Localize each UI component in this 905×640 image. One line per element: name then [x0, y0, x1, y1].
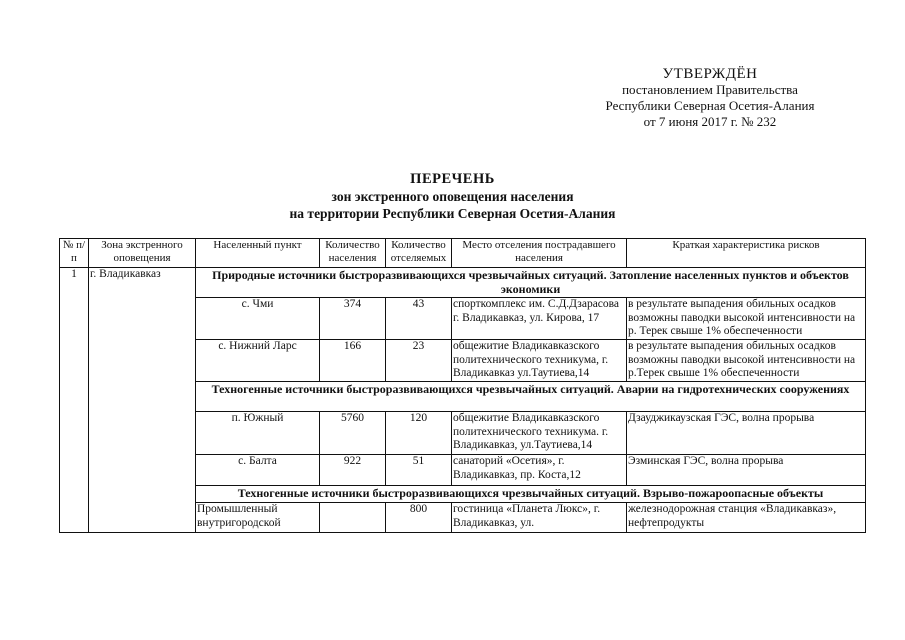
- header-num: № п/п: [60, 239, 89, 268]
- approval-block: [560, 66, 860, 130]
- evacuated-cell: 800: [386, 503, 452, 533]
- settlement-cell: Промышленный внутригородской: [196, 503, 320, 533]
- population-cell: 5760: [320, 412, 386, 455]
- header-risk: Краткая характеристика рисков: [627, 239, 866, 268]
- header-evacuated: Количество отселяемых: [386, 239, 452, 268]
- section-row: [60, 268, 866, 298]
- population-cell: 922: [320, 455, 386, 486]
- population-cell: [320, 503, 386, 533]
- settlement-cell: с. Нижний Ларс: [196, 340, 320, 382]
- population-cell: 374: [320, 298, 386, 340]
- approval-heading: УТВЕРЖДЁН: [662, 66, 758, 82]
- place-cell: гостиница «Планета Люкс», г. Владикавказ, ул.: [452, 503, 627, 533]
- risk-cell: в результате выпадения обильных осадков возможны паводки высокой интенсивности на р.Терек свыше 1% обеспеченности: [627, 340, 866, 382]
- zones-table: [59, 238, 866, 533]
- place-cell: общежитие Владикавказского политехнического техникума. г. Владикавказ, ул.Таутиева,14: [452, 412, 627, 455]
- evacuated-cell: 43: [386, 298, 452, 340]
- header-place: Место отселения пострадавшего населения: [452, 239, 627, 268]
- evacuated-cell: 51: [386, 455, 452, 486]
- settlement-cell: с. Балта: [196, 455, 320, 486]
- settlement-cell: с. Чми: [196, 298, 320, 340]
- place-cell: санаторий «Осетия», г. Владикавказ, пр. Коста,12: [452, 455, 627, 486]
- title-line-3: на территории Республики Северная Осетия-Алания: [289, 206, 616, 221]
- header-population: Количество населения: [320, 239, 386, 268]
- risk-cell: в результате выпадения обильных осадков возможны паводки высокой интенсивности на р. Терек свыше 1% обеспеченности: [627, 298, 866, 340]
- place-cell: общежитие Владикавказского политехнического техникума, г. Владикавказ ул.Таутиева,14: [452, 340, 627, 382]
- population-cell: 166: [320, 340, 386, 382]
- risk-cell: Эзминская ГЭС, волна прорыва: [627, 455, 866, 486]
- section-title: Техногенные источники быстроразвивающихся чрезвычайных ситуаций. Аварии на гидротехнических сооружениях: [196, 382, 866, 412]
- title-line-2: зон экстренного оповещения населения: [331, 189, 574, 204]
- risk-cell: железнодорожная станция «Владикавказ», нефтепродукты: [627, 503, 866, 533]
- header-settlement: Населенный пункт: [196, 239, 320, 268]
- section-title: Техногенные источники быстроразвивающихся чрезвычайных ситуаций. Взрыво-пожароопасные объекты: [196, 486, 866, 503]
- section-title: Природные источники быстроразвивающихся чрезвычайных ситуаций. Затопление населенных пунктов и объектов экономики: [196, 268, 866, 298]
- header-zone: Зона экстренного оповещения: [89, 239, 196, 268]
- zone-name: г. Владикавказ: [89, 268, 196, 533]
- row-number: 1: [60, 268, 89, 533]
- risk-cell: Дзауджикаузская ГЭС, волна прорыва: [627, 412, 866, 455]
- settlement-cell: п. Южный: [196, 412, 320, 455]
- approval-line-3: от 7 июня 2017 г. № 232: [643, 114, 777, 129]
- approval-line-1: постановлением Правительства: [622, 82, 798, 97]
- document-title: [0, 171, 905, 222]
- evacuated-cell: 23: [386, 340, 452, 382]
- evacuated-cell: 120: [386, 412, 452, 455]
- table-header-row: [60, 239, 866, 268]
- place-cell: спорткомплекс им. С.Д.Дзарасова г. Владикавказ, ул. Кирова, 17: [452, 298, 627, 340]
- title-line-1: ПЕРЕЧЕНЬ: [410, 171, 495, 187]
- approval-line-2: Республики Северная Осетия-Алания: [605, 98, 815, 113]
